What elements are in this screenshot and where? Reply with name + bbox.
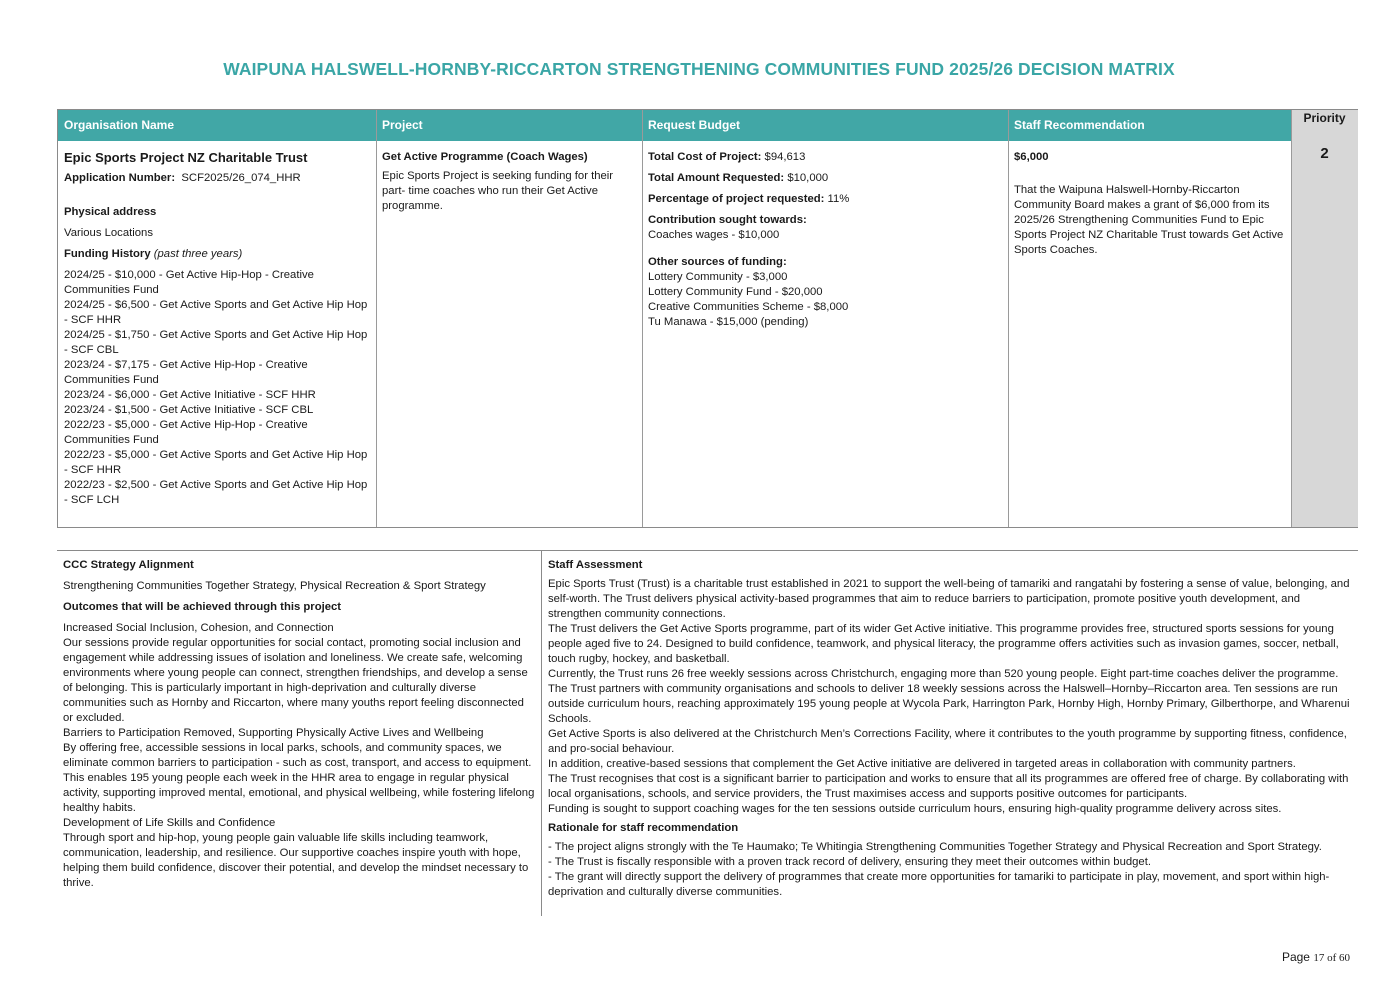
decision-table <box>57 109 1358 528</box>
funding-history-item: 2022/23 - $5,000 - Get Active Hip-Hop - Creative Communities Fund <box>64 419 308 446</box>
funding-history-item: 2023/24 - $1,500 - Get Active Initiative - SCF CBL <box>64 404 314 416</box>
outcomes-list <box>63 621 537 891</box>
column-divider <box>1008 110 1009 527</box>
project-title: Get Active Programme (Coach Wages) <box>382 151 588 163</box>
column-divider <box>376 110 377 527</box>
organisation-name: Epic Sports Project NZ Charitable Trust <box>64 150 308 165</box>
assessment-section <box>548 558 1353 900</box>
other-source-item: Lottery Community - $3,000 <box>648 271 788 283</box>
project-description: Epic Sports Project is seeking funding for their part- time coaches who run their Get Active programme. <box>382 170 614 212</box>
total-requested: $10,000 <box>787 172 829 184</box>
priority-column <box>1291 110 1358 527</box>
address: Various Locations <box>64 227 153 239</box>
assessment-paragraph: In addition, creative-based sessions that complement the Get Active initiative are delivered in targeted areas in collaboration with community partners. <box>548 758 1296 770</box>
percentage: 11% <box>827 193 850 205</box>
contribution: Coaches wages - $10,000 <box>648 229 780 241</box>
other-source-item: Tu Manawa - $15,000 (pending) <box>648 316 809 328</box>
outcome-item: Barriers to Participation Removed, Supporting Physically Active Lives and Wellbeing <box>63 727 484 739</box>
priority-value: 2 <box>1320 145 1329 162</box>
other-source-item: Lottery Community Fund - $20,000 <box>648 286 823 298</box>
outcome-item: Through sport and hip-hop, young people gain valuable life skills including teamwork, communication, leadership, and resilience. Our supportive coaches inspire youth with hope, helping them build confidence, discover their potential, and develop the mindset necessary to thrive. <box>63 832 529 889</box>
funding-history-item: 2024/25 - $6,500 - Get Active Sports and Get Active Hip Hop - SCF HHR <box>64 299 368 326</box>
application-number-label: Application Number: <box>64 172 176 184</box>
strategy-heading: CCC Strategy Alignment <box>63 559 194 571</box>
funding-history-item: 2023/24 - $7,175 - Get Active Hip-Hop - Creative Communities Fund <box>64 359 308 386</box>
assessment-paragraph: The Trust recognises that cost is a significant barrier to participation and works to ensure that all its programmes are offered free of charge. By collaborating with local organisations, schools, and service providers, the Trust maximises access and supports positive outcomes for participants. <box>548 773 1349 800</box>
recommendation-cell <box>1014 141 1287 527</box>
funding-history-item: 2022/23 - $2,500 - Get Active Sports and Get Active Hip Hop - SCF LCH <box>64 479 368 506</box>
organisation-cell <box>64 141 370 527</box>
column-divider <box>1291 110 1292 527</box>
percentage-label: Percentage of project requested: <box>648 193 825 205</box>
contribution-label: Contribution sought towards: <box>648 214 807 226</box>
funding-history-item: 2023/24 - $6,000 - Get Active Initiative - SCF HHR <box>64 389 316 401</box>
page-number: 17 of 60 <box>1313 952 1350 964</box>
address-label: Physical address <box>64 206 157 218</box>
section-divider <box>57 550 1358 551</box>
column-divider <box>642 110 643 527</box>
header-priority: Priority <box>1303 111 1346 125</box>
outcome-item: Increased Social Inclusion, Cohesion, and Connection <box>63 622 334 634</box>
rationale-item: - The grant will directly support the delivery of programmes that create more opportunities for tamariki to participate in play, movement, and sport within high-deprivation and culturally diverse communities. <box>548 871 1330 898</box>
project-cell <box>382 141 636 527</box>
header-recommendation: Staff Recommendation <box>1008 110 1291 141</box>
total-requested-label: Total Amount Requested: <box>648 172 785 184</box>
rationale-item: - The Trust is fiscally responsible with a proven track record of delivery, ensuring they meet their outcomes within budget. <box>548 856 1151 868</box>
application-number: SCF2025/26_074_HHR <box>181 172 301 184</box>
header-project: Project <box>376 110 642 141</box>
recommendation-text: That the Waipuna Halswell-Hornby-Riccarton Community Board makes a grant of $6,000 from its 2025/26 Strengthening Communities Fund to Epic Sports Project NZ Charitable Trust towards Get Active Sports Coaches. <box>1014 184 1284 256</box>
strategy-text: Strengthening Communities Together Strategy, Physical Recreation & Sport Strategy <box>63 580 486 592</box>
funding-history-item: 2024/25 - $10,000 - Get Active Hip-Hop - Creative Communities Fund <box>64 269 314 296</box>
assessment-paragraph: Get Active Sports is also delivered at the Christchurch Men’s Corrections Facility, where it contributes to the youth programme by supporting fitness, confidence, and pro-social behaviour. <box>548 728 1347 755</box>
page-label: Page <box>1281 950 1310 964</box>
other-source-item: Creative Communities Scheme - $8,000 <box>648 301 849 313</box>
rationale-item: - The project aligns strongly with the Te Haumako; Te Whitingia Strengthening Communities Together Strategy and Physical Recreation and Sport Strategy. <box>548 841 1322 853</box>
funding-history-item: 2024/25 - $1,750 - Get Active Sports and Get Active Hip Hop - SCF CBL <box>64 329 368 356</box>
total-cost-label: Total Cost of Project: <box>648 151 762 163</box>
assessment-heading: Staff Assessment <box>548 559 643 571</box>
funding-history-list <box>64 268 370 508</box>
outcome-item: Development of Life Skills and Confidence <box>63 817 276 829</box>
funding-history-item: 2022/23 - $5,000 - Get Active Sports and Get Active Hip Hop - SCF HHR <box>64 449 368 476</box>
other-sources-label: Other sources of funding: <box>648 256 787 268</box>
outcome-item: By offering free, accessible sessions in local parks, schools, and community spaces, we eliminate common barriers to participation - such as cost, transport, and access to equipment. This enables 195 young people each week in the HHR area to engage in regular physical activity, supporting improved mental, emotional, and physical wellbeing, while fostering lifelong healthy habits. <box>63 742 535 814</box>
column-divider <box>541 551 542 916</box>
outcome-item: Our sessions provide regular opportunities for social contact, promoting social inclusion and engagement while addressing issues of isolation and loneliness. We create safe, welcoming environments where young people can connect, strengthen friendships, and develop a sense of belonging. This is particularly important in high-deprivation and culturally diverse communities such as Hornby and Riccarton, where many youths report feeling disconnected or excluded. <box>63 637 528 724</box>
strategy-section <box>63 558 537 891</box>
total-cost: $94,613 <box>764 151 806 163</box>
rationale-list <box>548 840 1353 900</box>
funding-history-note: (past three years) <box>153 248 243 260</box>
page-title: WAIPUNA HALSWELL-HORNBY-RICCARTON STRENGTHENING COMMUNITIES FUND 2025/26 DECISION MATRIX <box>223 59 1175 79</box>
header-organisation: Organisation Name <box>58 110 376 141</box>
funding-history-label: Funding History <box>64 248 151 260</box>
assessment-paragraph: Epic Sports Trust (Trust) is a charitable trust established in 2021 to support the well-being of tamariki and rangatahi by fostering a sense of value, belonging, and self-worth. The Trust delivers physical activity-based programmes that aim to reduce barriers to participation, promote positive youth development, and strengthen community connections. <box>548 578 1350 620</box>
assessment-body <box>548 577 1353 817</box>
recommendation-amount: $6,000 <box>1014 151 1049 163</box>
rationale-heading: Rationale for staff recommendation <box>548 822 739 834</box>
assessment-paragraph: Currently, the Trust runs 26 free weekly sessions across Christchurch, engaging more than 520 young people. Eight part-time coaches deliver the programme. The Trust partners with community organisations and schools to deliver 18 weekly sessions across the Halswell–Hornby–Riccarton area. Ten sessions are run outside curriculum hours, reaching approximately 195 young people at Wycola Park, Harrington Park, Hornby High, Hornby Primary, Gilberthorpe, and Wharenui Schools. <box>548 668 1350 725</box>
header-budget: Request Budget <box>642 110 1008 141</box>
page-footer <box>1282 950 1350 964</box>
outcomes-heading: Outcomes that will be achieved through this project <box>63 601 342 613</box>
budget-cell <box>648 141 1002 527</box>
assessment-paragraph: Funding is sought to support coaching wages for the ten sessions outside curriculum hours, ensuring high-quality programme delivery across sites. <box>548 803 1282 815</box>
assessment-paragraph: The Trust delivers the Get Active Sports programme, part of its wider Get Active initiative. This programme provides free, structured sports sessions for young people aged five to 24. Designed to build confidence, teamwork, and physical literacy, the programme offers activities such as invasion games, soccer, netball, touch rugby, hockey, and basketball. <box>548 623 1339 665</box>
